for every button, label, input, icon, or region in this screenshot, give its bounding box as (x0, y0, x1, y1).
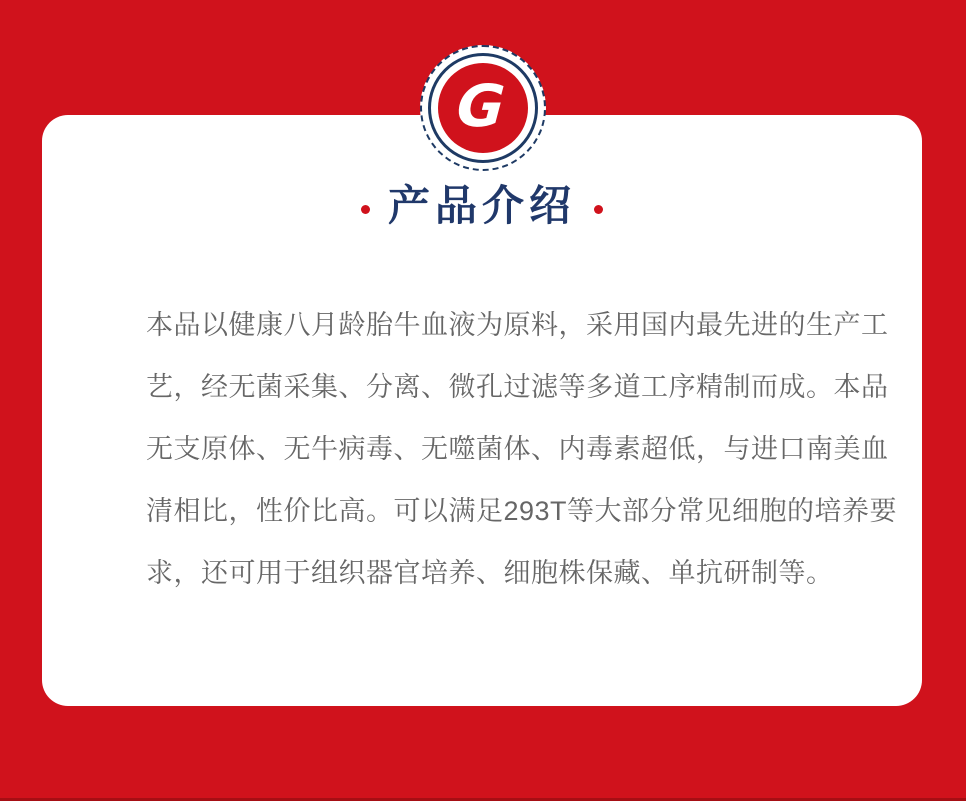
content-card (42, 115, 922, 706)
logo-letter-g: G (454, 72, 508, 140)
description-line: 无支原体、无牛病毒、无噬菌体、内毒素超低，与进口南美血 (146, 434, 889, 464)
logo-red-disc (438, 63, 528, 153)
description-line: 艺，经无菌采集、分离、微孔过滤等多道工序精制而成。本品 (146, 372, 889, 402)
title-right-dot-icon (594, 205, 603, 214)
section-title-row (42, 183, 922, 229)
description-line: 求，还可用于组织器官培养、细胞株保藏、单抗研制等。 (146, 558, 834, 588)
product-description (146, 294, 898, 604)
section-title: 产品介绍 (387, 182, 576, 229)
title-left-dot-icon (361, 205, 370, 214)
brand-logo-badge (420, 45, 546, 171)
description-line: 清相比，性价比高。可以满足293T等大部分常见细胞的培养要 (146, 496, 898, 526)
description-line: 本品以健康八月龄胎牛血液为原料，采用国内最先进的生产工 (146, 310, 889, 340)
